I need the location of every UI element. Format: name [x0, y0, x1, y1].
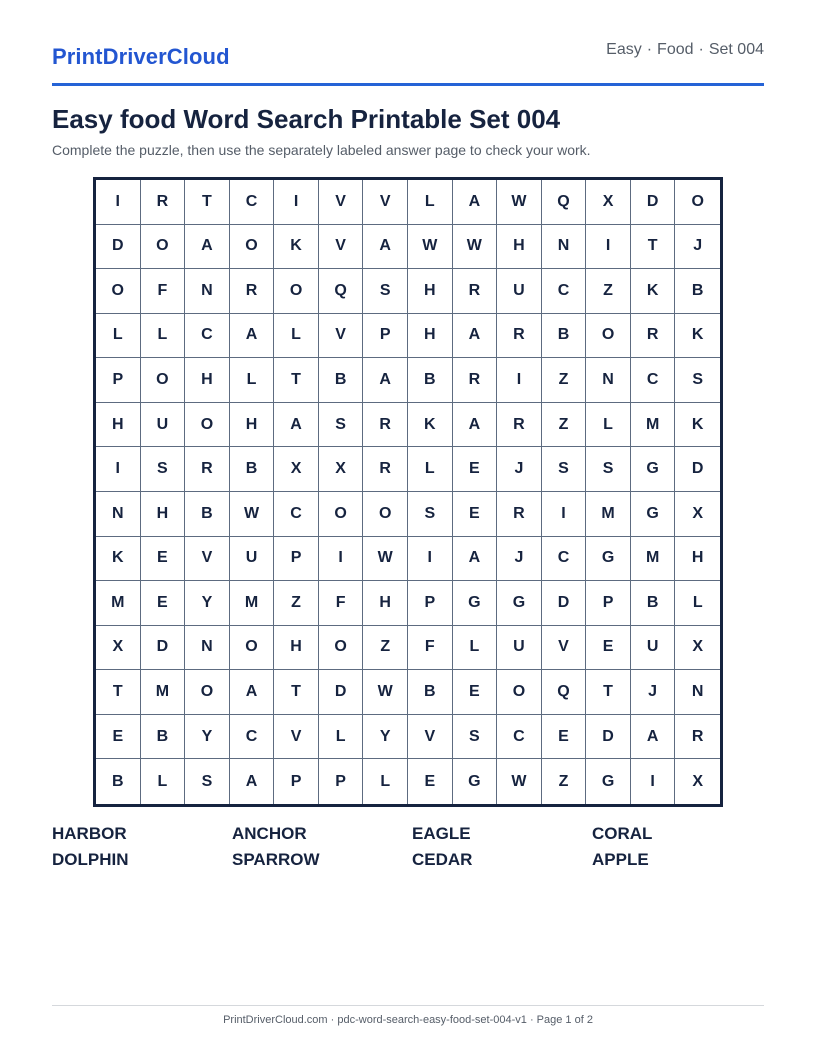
grid-cell: M — [631, 537, 676, 582]
grid-cell: A — [185, 225, 230, 270]
grid-cell: G — [497, 581, 542, 626]
grid-cell: C — [631, 358, 676, 403]
grid-cell: J — [497, 447, 542, 492]
grid-cell: R — [185, 447, 230, 492]
grid-cell: N — [185, 626, 230, 671]
grid-cell: U — [497, 269, 542, 314]
grid-cell: H — [274, 626, 319, 671]
grid-cell: P — [274, 537, 319, 582]
word-list-item: DOLPHIN — [52, 850, 129, 869]
grid-cell: Y — [363, 715, 408, 760]
grid-cell: G — [631, 492, 676, 537]
grid-cell: X — [675, 492, 720, 537]
grid-cell: A — [230, 670, 275, 715]
word-list-item: APPLE — [592, 850, 649, 869]
grid-cell: L — [363, 759, 408, 804]
grid-cell: V — [185, 537, 230, 582]
grid-cell: A — [363, 225, 408, 270]
breadcrumb-category[interactable]: Food — [657, 41, 694, 58]
grid-cell: B — [542, 314, 587, 359]
grid-cell: F — [408, 626, 453, 671]
brand-logo[interactable]: PrintDriverCloud — [52, 44, 230, 69]
grid-cell: C — [230, 715, 275, 760]
grid-cell: Z — [542, 403, 587, 448]
grid-cell: P — [408, 581, 453, 626]
grid-cell: C — [542, 269, 587, 314]
grid-cell: O — [319, 626, 364, 671]
grid-cell: B — [230, 447, 275, 492]
grid-cell: N — [586, 358, 631, 403]
grid-cell: J — [497, 537, 542, 582]
grid-cell: M — [586, 492, 631, 537]
grid-cell: L — [141, 314, 186, 359]
grid-cell: L — [586, 403, 631, 448]
grid-cell: W — [497, 180, 542, 225]
grid-cell: E — [453, 492, 498, 537]
grid-cell: M — [230, 581, 275, 626]
grid-cell: V — [319, 225, 364, 270]
word-list-item: SPARROW — [232, 850, 320, 869]
grid-cell: N — [185, 269, 230, 314]
grid-cell: D — [141, 626, 186, 671]
grid-cell: O — [141, 225, 186, 270]
grid-cell: S — [675, 358, 720, 403]
grid-cell: L — [453, 626, 498, 671]
grid-cell: J — [631, 670, 676, 715]
grid-cell: S — [586, 447, 631, 492]
grid-cell: P — [274, 759, 319, 804]
grid-cell: O — [185, 670, 230, 715]
grid-cell: I — [408, 537, 453, 582]
grid-cell: D — [631, 180, 676, 225]
grid-cell: M — [141, 670, 186, 715]
grid-cell: O — [586, 314, 631, 359]
page-subtitle: Complete the puzzle, then use the separately labeled answer page to check your work. — [52, 142, 591, 158]
grid-cell: O — [319, 492, 364, 537]
grid-cell: A — [631, 715, 676, 760]
word-list — [52, 824, 772, 869]
grid-cell: B — [141, 715, 186, 760]
grid-cell: S — [542, 447, 587, 492]
word-list-item: EAGLE — [412, 824, 471, 843]
grid-cell: D — [586, 715, 631, 760]
word-search-grid — [93, 177, 723, 807]
grid-cell: K — [675, 403, 720, 448]
grid-cell: R — [363, 447, 408, 492]
page-footer: PrintDriverCloud.com · pdc-word-search-easy-food-set-004-v1 · Page 1 of 2 — [52, 1005, 764, 1026]
breadcrumb-separator: · — [646, 41, 653, 58]
grid-cell: O — [96, 269, 141, 314]
grid-cell: K — [274, 225, 319, 270]
grid-cell: I — [96, 180, 141, 225]
grid-cell: P — [586, 581, 631, 626]
grid-cell: C — [230, 180, 275, 225]
grid-cell: N — [542, 225, 587, 270]
grid-cell: O — [363, 492, 408, 537]
grid-cell: H — [675, 537, 720, 582]
grid-cell: V — [319, 314, 364, 359]
grid-cell: E — [141, 537, 186, 582]
grid-cell: A — [363, 358, 408, 403]
grid-cell: F — [319, 581, 364, 626]
grid-cell: Z — [586, 269, 631, 314]
grid-cell: G — [453, 759, 498, 804]
grid-cell: E — [96, 715, 141, 760]
grid-cell: T — [631, 225, 676, 270]
grid-cell: K — [408, 403, 453, 448]
grid-cell: G — [631, 447, 676, 492]
grid-cell: V — [274, 715, 319, 760]
grid-cell: R — [497, 314, 542, 359]
grid-cell: E — [408, 759, 453, 804]
grid-cell: H — [497, 225, 542, 270]
grid-cell: W — [363, 670, 408, 715]
grid-cell: A — [453, 537, 498, 582]
grid-cell: B — [185, 492, 230, 537]
grid-cell: A — [230, 759, 275, 804]
grid-cell: C — [185, 314, 230, 359]
grid-cell: E — [453, 670, 498, 715]
grid-cell: R — [230, 269, 275, 314]
grid-cell: N — [96, 492, 141, 537]
grid-cell: D — [542, 581, 587, 626]
grid-cell: F — [141, 269, 186, 314]
grid-cell: D — [675, 447, 720, 492]
word-list-item: ANCHOR — [232, 824, 307, 843]
grid-cell: Z — [542, 759, 587, 804]
word-list-item: HARBOR — [52, 824, 127, 843]
grid-cell: I — [497, 358, 542, 403]
grid-cell: R — [631, 314, 676, 359]
grid-cell: T — [185, 180, 230, 225]
grid-cell: W — [453, 225, 498, 270]
grid-cell: W — [363, 537, 408, 582]
grid-cell: Q — [542, 670, 587, 715]
grid-cell: X — [586, 180, 631, 225]
grid-cell: B — [631, 581, 676, 626]
grid-cell: R — [363, 403, 408, 448]
grid-cell: J — [675, 225, 720, 270]
grid-cell: I — [586, 225, 631, 270]
grid-cell: A — [274, 403, 319, 448]
grid-cell: G — [453, 581, 498, 626]
grid-cell: H — [363, 581, 408, 626]
breadcrumb — [606, 41, 764, 59]
grid-cell: W — [230, 492, 275, 537]
grid-cell: C — [542, 537, 587, 582]
grid-cell: I — [631, 759, 676, 804]
grid-cell: Q — [319, 269, 364, 314]
grid-cell: V — [363, 180, 408, 225]
grid-cell: E — [586, 626, 631, 671]
grid-cell: T — [274, 358, 319, 403]
grid-cell: R — [675, 715, 720, 760]
grid-cell: Y — [185, 715, 230, 760]
grid-cell: S — [319, 403, 364, 448]
grid-cell: X — [274, 447, 319, 492]
grid-cell: G — [586, 759, 631, 804]
grid-cell: L — [274, 314, 319, 359]
grid-cell: E — [542, 715, 587, 760]
grid-cell: U — [497, 626, 542, 671]
page-header — [52, 0, 764, 86]
grid-cell: R — [497, 403, 542, 448]
grid-cell: Q — [542, 180, 587, 225]
grid-cell: L — [675, 581, 720, 626]
grid-cell: V — [408, 715, 453, 760]
grid-cell: Z — [363, 626, 408, 671]
grid-cell: E — [453, 447, 498, 492]
word-list-item: CORAL — [592, 824, 653, 843]
grid-cell: S — [363, 269, 408, 314]
grid-cell: O — [185, 403, 230, 448]
grid-cell: H — [408, 269, 453, 314]
grid-cell: Z — [274, 581, 319, 626]
breadcrumb-separator: · — [698, 41, 704, 58]
grid-cell: Z — [542, 358, 587, 403]
grid-cell: T — [586, 670, 631, 715]
breadcrumb-set[interactable]: Set 004 — [708, 41, 764, 58]
grid-cell: O — [274, 269, 319, 314]
grid-cell: U — [230, 537, 275, 582]
grid-cell: O — [230, 626, 275, 671]
grid-cell: A — [453, 180, 498, 225]
grid-cell: A — [230, 314, 275, 359]
grid-cell: A — [453, 403, 498, 448]
grid-cell: K — [96, 537, 141, 582]
grid-cell: H — [141, 492, 186, 537]
grid-cell: O — [675, 180, 720, 225]
grid-cell: B — [319, 358, 364, 403]
grid-cell: X — [675, 626, 720, 671]
grid-cell: P — [319, 759, 364, 804]
grid-cell: U — [141, 403, 186, 448]
grid-cell: L — [408, 447, 453, 492]
grid-cell: P — [96, 358, 141, 403]
grid-cell: X — [692, 772, 704, 790]
grid-cell: Y — [185, 581, 230, 626]
grid-cell: K — [631, 269, 676, 314]
grid-cell: T — [274, 670, 319, 715]
grid-cell: R — [497, 492, 542, 537]
grid-cell: I — [274, 180, 319, 225]
grid-cell: S — [185, 759, 230, 804]
grid-cell: O — [141, 358, 186, 403]
grid-cell: H — [96, 403, 141, 448]
grid-cell: C — [497, 715, 542, 760]
grid-cell: S — [453, 715, 498, 760]
word-list-item: CEDAR — [412, 850, 473, 869]
grid-cell: I — [319, 537, 364, 582]
grid-cell: R — [453, 269, 498, 314]
grid-cell: L — [141, 759, 186, 804]
grid-cell: S — [141, 447, 186, 492]
grid-cell: O — [497, 670, 542, 715]
grid-cell: I — [542, 492, 587, 537]
grid-cell: T — [96, 670, 141, 715]
grid-cell: S — [408, 492, 453, 537]
grid-cell: A — [453, 314, 498, 359]
page-title: Easy food Word Search Printable Set 004 — [52, 104, 561, 134]
grid-cell: R — [453, 358, 498, 403]
grid-cell: D — [319, 670, 364, 715]
grid-cell: B — [96, 759, 141, 804]
grid-cell: L — [96, 314, 141, 359]
grid-cell: B — [675, 269, 720, 314]
grid-cell: W — [408, 225, 453, 270]
grid-cell: H — [230, 403, 275, 448]
grid-cell: N — [675, 670, 720, 715]
grid-cell: I — [96, 447, 141, 492]
grid-cell: M — [96, 581, 141, 626]
grid-cell: L — [408, 180, 453, 225]
grid-cell: E — [141, 581, 186, 626]
grid-cell: X — [96, 626, 141, 671]
grid-cell: D — [96, 225, 141, 270]
grid-cell: R — [141, 180, 186, 225]
grid-cell: B — [408, 670, 453, 715]
grid-cell: C — [274, 492, 319, 537]
breadcrumb-difficulty[interactable]: Easy — [606, 41, 642, 58]
grid-cell: X — [319, 447, 364, 492]
grid-cell: O — [230, 225, 275, 270]
grid-cell: G — [586, 537, 631, 582]
grid-cell: V — [319, 180, 364, 225]
grid-cell: V — [542, 626, 587, 671]
grid-cell: L — [230, 358, 275, 403]
grid-cell: U — [631, 626, 676, 671]
grid-cell: B — [408, 358, 453, 403]
grid-cell: M — [631, 403, 676, 448]
grid-cell: H — [408, 314, 453, 359]
grid-cell: L — [319, 715, 364, 760]
grid-cell: P — [363, 314, 408, 359]
grid-cell: W — [497, 759, 542, 804]
grid-cell: K — [675, 314, 720, 359]
grid-cell: H — [185, 358, 230, 403]
